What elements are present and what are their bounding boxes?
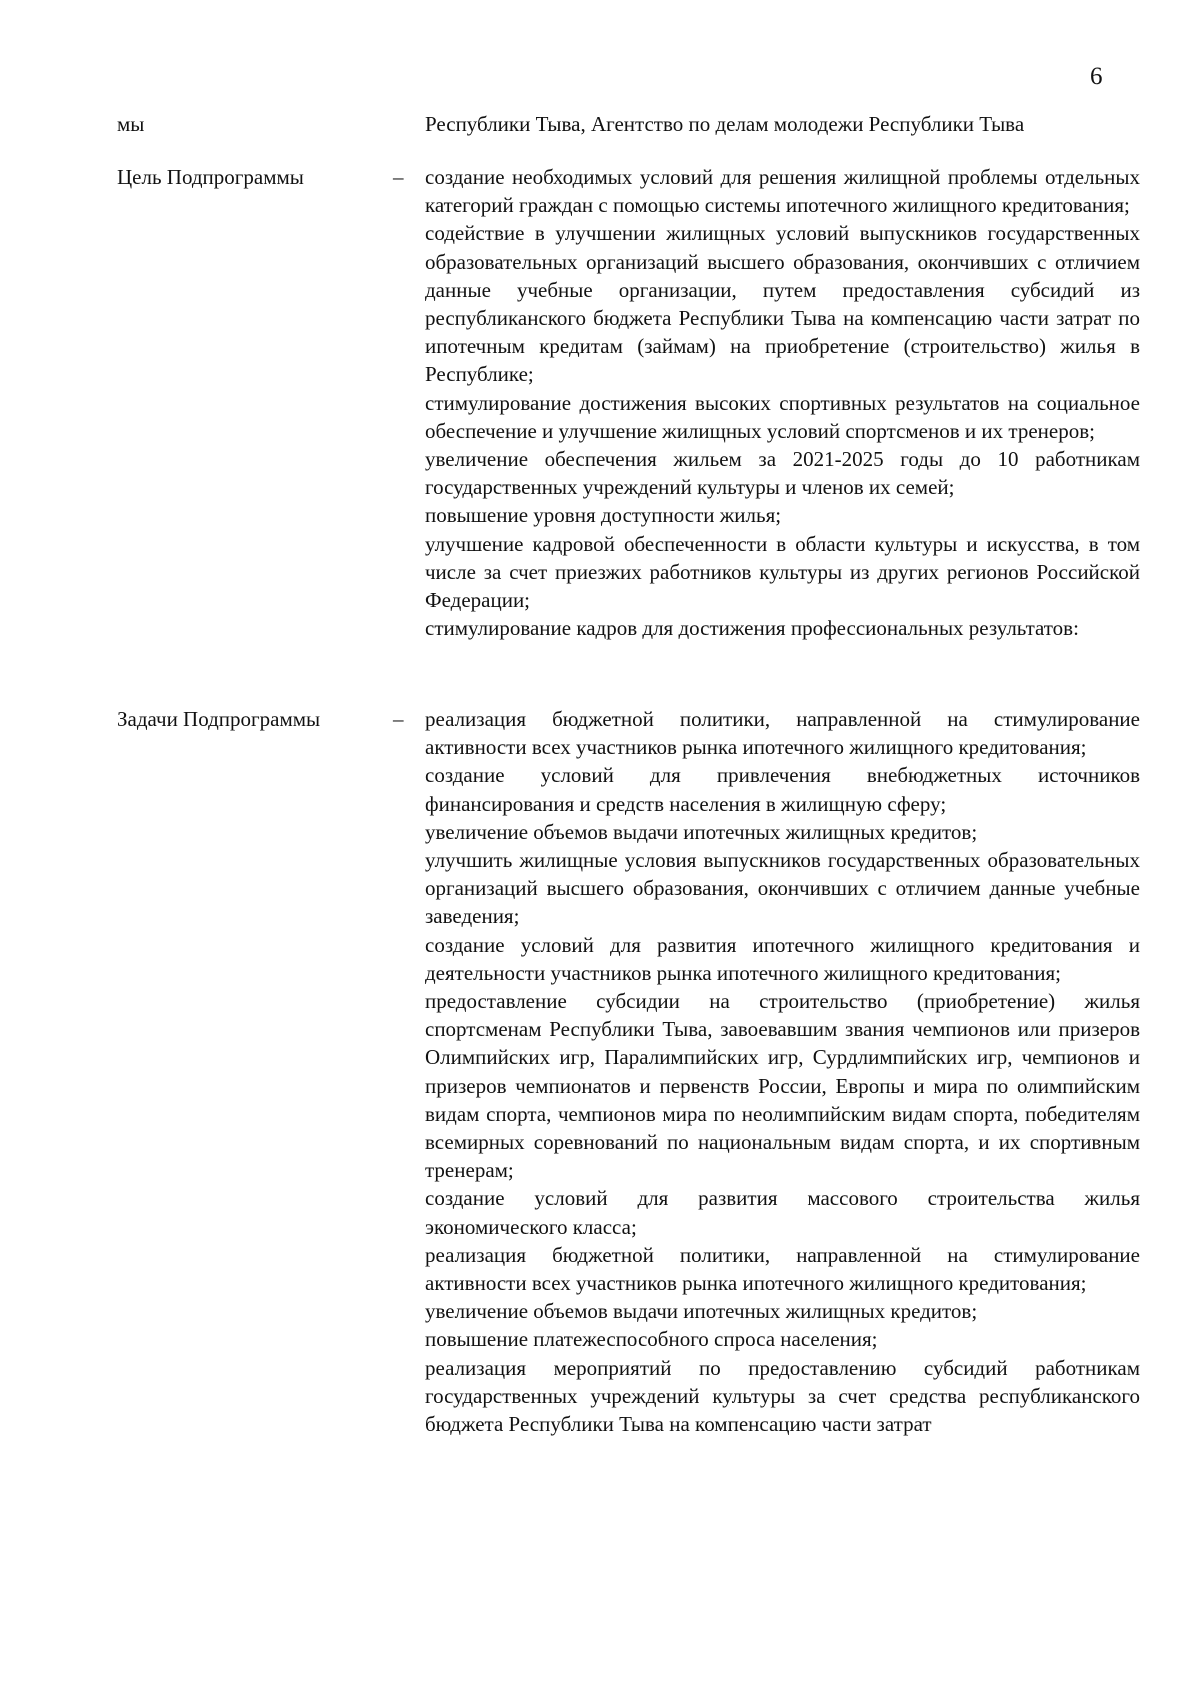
page-number: 6 bbox=[1090, 63, 1103, 90]
task-item: повышение платежеспособного спроса населения; bbox=[425, 1327, 878, 1352]
goal-item: стимулирование кадров для достижения профессиональных результатов: bbox=[425, 616, 1079, 641]
task-item: предоставление субсидии на строительство (приобретение) жилья спортсменам Республики Тыва, завоевавшим звания чемпионов или призеров Олимпийских игр, Паралимпийских игр, Сурдлимпийских игр, чемпионов и призеров чемпионатов и первенств России, Европы и мира по олимпийским видам спорта, чемпионов мира по неолимпийским видам спорта, победителям всемирных соревнований по национальным видам спорта, и их спортивным тренерам; bbox=[425, 989, 1140, 1183]
goal-item: увеличение обеспечения жильем за 2021-2025 годы до 10 работникам государственных учреждений культуры и членов их семей; bbox=[425, 447, 1140, 500]
goal-item: улучшение кадровой обеспеченности в области культуры и искусства, в том числе за счет приезжих работников культуры из других регионов Российской Федерации; bbox=[425, 531, 1140, 613]
task-item: создание условий для развития ипотечного жилищного кредитования и деятельности участников рынка ипотечного жилищного кредитования; bbox=[425, 932, 1140, 985]
goal-dash: – bbox=[393, 165, 404, 189]
goal-item: повышение уровня доступности жилья; bbox=[425, 503, 782, 528]
task-item: создание условий для привлечения внебюджетных источников финансирования и средств населения в жилищную сферу; bbox=[425, 763, 1140, 816]
task-item: увеличение объемов выдачи ипотечных жилищных кредитов; bbox=[425, 1299, 978, 1324]
goal-item: содействие в улучшении жилищных условий выпускников государственных образовательных организаций высшего образования, окончивших с отличием данные учебные организации, путем предоставления субсидий из республиканского бюджета Республики Тыва на компенсацию части затрат по ипотечным кредитам (займам) на приобретение (строительство) жилья в Республике; bbox=[425, 221, 1140, 387]
tasks-content bbox=[425, 705, 1140, 1438]
task-item: реализация бюджетной политики, направленной на стимулирование активности всех участников рынка ипотечного жилищного кредитования; bbox=[425, 1242, 1140, 1296]
tasks-label: Задачи Подпрограммы bbox=[117, 707, 321, 731]
goal-item: создание необходимых условий для решения жилищной проблемы отдельных категорий граждан с помощью системы ипотечного жилищного кредитования; bbox=[425, 165, 1140, 218]
task-item: реализация мероприятий по предоставлению субсидий работникам государственных учреждений культуры за счет средства республиканского бюджета Республики Тыва на компенсацию части затрат bbox=[425, 1355, 1140, 1437]
tasks-dash: – bbox=[393, 707, 404, 731]
task-item: улучшить жилищные условия выпускников государственных образовательных организаций высшего образования, окончивших с отличием данные учебные заведения; bbox=[425, 848, 1140, 929]
row-label: мы bbox=[117, 112, 145, 136]
goal-content bbox=[425, 163, 1140, 642]
task-item: реализация бюджетной политики, направленной на стимулирование активности всех участников рынка ипотечного жилищного кредитования; bbox=[425, 707, 1140, 760]
goal-label: Цель Подпрограммы bbox=[117, 165, 304, 189]
row-text: Республики Тыва, Агентство по делам молодежи Республики Тыва bbox=[425, 112, 1025, 136]
goal-item: стимулирование достижения высоких спортивных результатов на социальное обеспечение и улучшение жилищных условий спортсменов и их тренеров; bbox=[425, 390, 1140, 443]
task-item: создание условий для развития массового строительства жилья экономического класса; bbox=[425, 1186, 1140, 1239]
task-item: увеличение объемов выдачи ипотечных жилищных кредитов; bbox=[425, 819, 978, 844]
